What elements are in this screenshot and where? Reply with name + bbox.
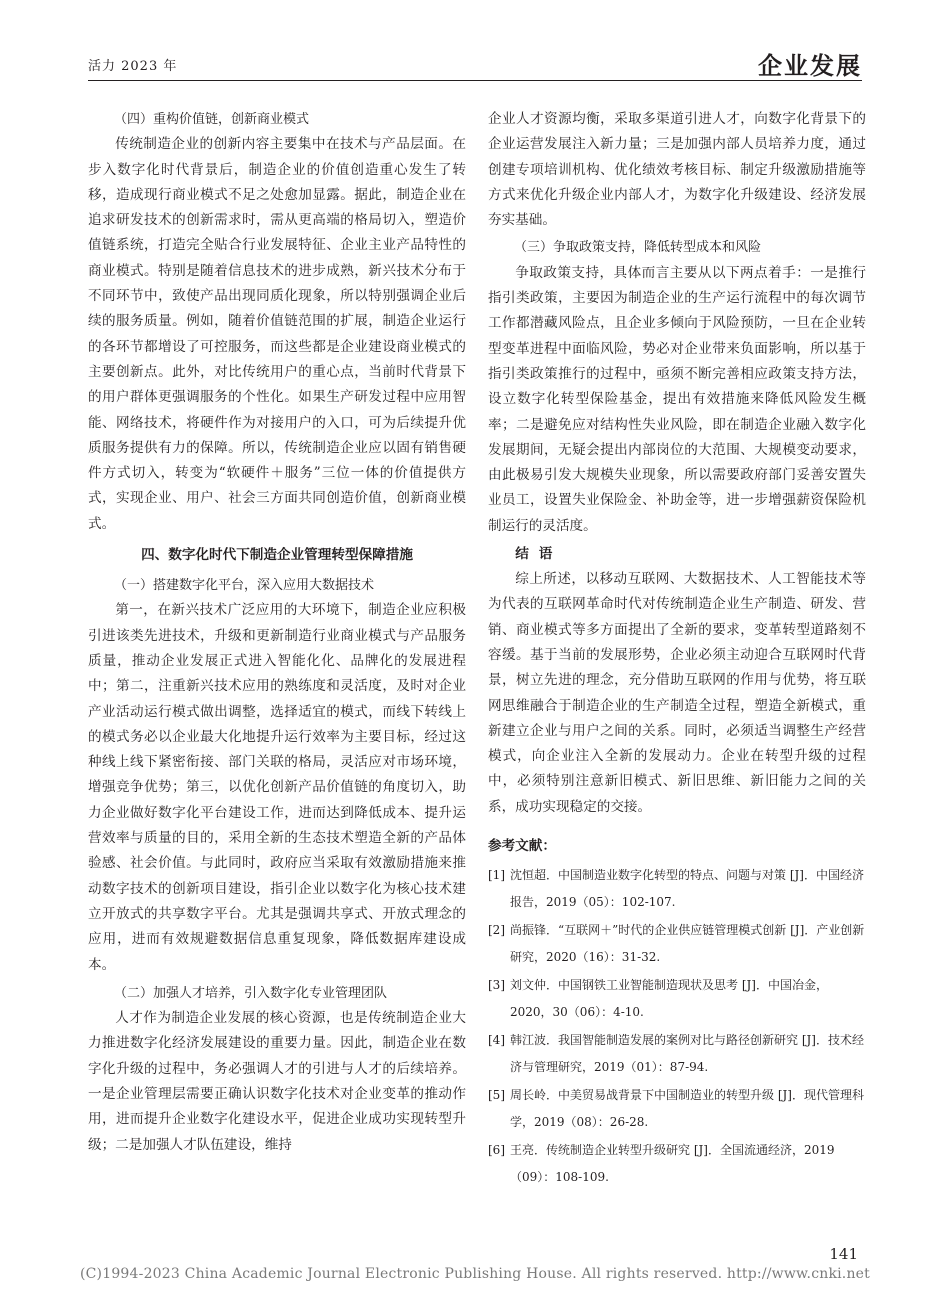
reference-text: 尚振锋．“互联网＋”时代的企业供应链管理模式创新 [J]．产业创新研究，2020（16）：31-32. <box>510 923 865 965</box>
paragraph: 人才作为制造企业发展的核心资源，也是传统制造企业大力推进数字化经济发展建设的重要力量。因此，制造企业在数字化升级的过程中，务必强调人才的引进与人才的后续培养。一是企业管理层需要正确认识数字化技术对企业变革的推动作用，进而提升企业数字化建设水平，促进企业成功实现转型升级；二是加强人才队伍建设，维持 <box>88 1010 466 1153</box>
reference-item <box>488 972 866 1026</box>
subsection-title-2: （二）加强人才培养，引入数字化专业管理团队 <box>114 985 388 1001</box>
reference-number: [6] <box>488 1143 505 1158</box>
reference-number: [4] <box>488 1033 505 1048</box>
reference-list <box>488 862 866 1191</box>
running-head-journal: 活力 2023 年 <box>88 59 178 74</box>
reference-text: 韩江波．我国智能制造发展的案例对比与路径创新研究 [J]．技术经济与管理研究，2019（01）：87-94. <box>510 1033 864 1075</box>
reference-item <box>488 917 866 971</box>
reference-text: 王亮．传统制造企业转型升级研究 [J]．全国流通经济，2019（09）：108-109. <box>510 1143 835 1185</box>
paragraph: 传统制造企业的创新内容主要集中在技术与产品层面。在步入数字化时代背景后，制造企业的价值创造重心发生了转移，造成现行商业模式不足之处愈加显露。据此，制造企业在追求研发技术的创新需求时，需从更高端的格局切入，塑造价值链系统，打造完全贴合行业发展特征、企业主业产品特性的商业模式。特别是随着信息技术的进步成熟，新兴技术分布于不同环节中，致使产品出现同质化现象，所以特别强调企业后续的服务质量。例如，随着价值链范围的扩展，制造企业运行的各环节都增设了可控服务，而这些都是企业建设商业模式的主要创新点。此外，对比传统用户的重心点，当前时代背景下的用户群体更强调服务的个性化。如果生产研发过程中应用智能、网络技术，将硬件作为对接用户的入口，可为后续提升优质服务提供有力的保障。所以，传统制造企业应以固有销售硬件方式切入，转变为“软硬件＋服务”三位一体的价值提供方式，实现企业、用户、社会三方面共同创造价值，创新商业模式。 <box>88 136 466 532</box>
reference-text: 周长岭．中美贸易战背景下中国制造业的转型升级 [J]．现代管理科学，2019（08）：26-28. <box>510 1088 864 1130</box>
reference-item <box>488 1027 866 1081</box>
paragraph: 第一，在新兴技术广泛应用的大环境下，制造企业应积极引进该类先进技术，升级和更新制造行业商业模式与产品服务质量，推动企业发展正式进入智能化化、品牌化的发展进程中；第二，注重新兴技术应用的熟练度和灵活度，及时对企业产业活动运行模式做出调整，选择适宜的模式，而线下转线上的模式务必以企业最大化地提升运行效率为主要目标，经过这种线上线下紧密衔接、部门关联的格局，灵活应对市场环境，增强竞争优势；第三，以优化创新产品价值链的角度切入，助力企业做好数字化平台建设工作，进而达到降低成本、提升运营效率与质量的目的，采用全新的生态技术塑造全新的产品体验感、社会价值。与此同时，政府应当采取有效激励措施来推动数字技术的创新项目建设，指引企业以数字化为核心技术建立开放式的共享数字平台。尤其是强调共享式、开放式理念的应用，进而有效规避数据信息重复现象，降低数据库建设成本。 <box>88 602 466 973</box>
paragraph-continued: 企业人才资源均衡，采取多渠道引进人才，向数字化背景下的企业运营发展注入新力量；三是加强内部人员培养力度，通过创建专项培训机构、优化绩效考核目标、制定升级激励措施等方式来优化升级企业内部人才，为数字化升级建设、经济发展夯实基础。 <box>488 111 866 229</box>
reference-text: 刘文仲．中国钢铁工业智能制造现状及思考 [J]．中国冶金，2020，30（06）：4-10. <box>510 978 828 1020</box>
reference-text: 沈恒超．中国制造业数字化转型的特点、问题与对策 [J]．中国经济报告，2019（05）：102-107. <box>510 868 864 910</box>
paragraph: 综上所述，以移动互联网、大数据技术、人工智能技术等为代表的互联网革命时代对传统制造企业生产制造、研发、营销、商业模式等多方面提出了全新的要求，变革转型道路刻不容缓。基于当前的发展形势，企业必须主动迎合互联网时代背景，树立先进的理念，充分借助互联网的作用与优势，将互联网思维融合于制造企业的生产制造全过程，塑造全新模式，重新建立企业与用户之间的关系。同时，必须适当调整生产经营模式，向企业注入全新的发展动力。企业在转型升级的过程中，必须特别注意新旧模式、新旧思维、新旧能力之间的关系，成功实现稳定的交接。 <box>488 571 866 815</box>
header-divider <box>88 80 862 81</box>
right-column <box>488 107 866 1192</box>
reference-item <box>488 862 866 916</box>
subsection-title-1: （一）搭建数字化平台，深入应用大数据技术 <box>114 578 375 594</box>
copyright-footer: (C)1994-2023 China Academic Journal Electronic Publishing House. All rights reserved. http://www.cnki.net <box>79 1266 870 1282</box>
running-head-section: 企业发展 <box>758 52 862 80</box>
reference-item <box>488 1137 866 1191</box>
subsection-title-4-4: （四）重构价值链，创新商业模式 <box>114 112 310 127</box>
page-number: 141 <box>829 1245 858 1263</box>
section-title-4: 四、数字化时代下制造企业管理转型保障措施 <box>141 547 413 564</box>
paragraph: 争取政策支持，具体而言主要从以下两点着手：一是推行指引类政策，主要因为制造企业的生产运行流程中的每次调节工作都潜藏风险点，且企业多倾向于风险预防，一旦在企业转型变革进程中面临风险，势必对企业带来负面影响，所以基于指引类政策推行的过程中，亟须不断完善相应政策支持方法，设立数字化转型保险基金，提出有效措施来降低风险发生概率；二是避免应对结构性失业风险，即在制造企业融入数字化发展期间，无疑会提出内部岗位的大范围、大规模变动要求，由此极易引发大规模失业现象，所以需要政府部门妥善安置失业员工，设置失业保险金、补助金等，进一步增强薪资保险机制运行的灵活度。 <box>488 264 866 534</box>
references-title: 参考文献： <box>488 838 556 855</box>
reference-number: [5] <box>488 1088 505 1103</box>
reference-number: [2] <box>488 923 505 938</box>
reference-item <box>488 1082 866 1136</box>
reference-number: [3] <box>488 978 505 993</box>
conclusion-title: 结语 <box>515 546 563 563</box>
subsection-title-3: （三）争取政策支持，降低转型成本和风险 <box>514 240 762 256</box>
left-column <box>88 107 466 1158</box>
reference-number: [1] <box>488 868 505 883</box>
